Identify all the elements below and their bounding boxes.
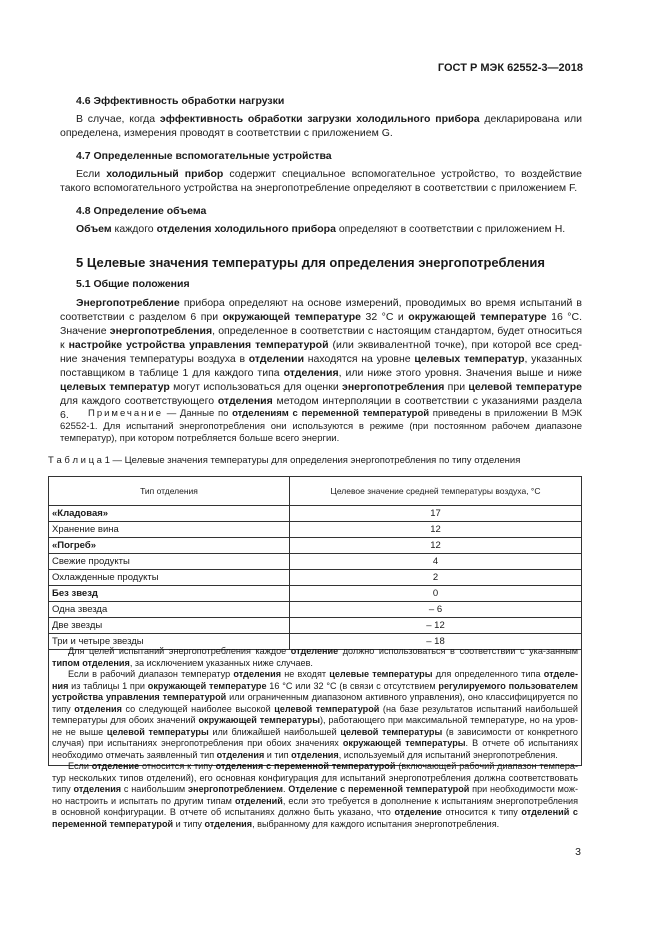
table-cell-value: 12 xyxy=(290,538,582,554)
section-4-7-text: Если холодильный прибор содержит специальное вспомогательное устройство, то воздействие такого вспомогательного устройства на энергопотребление определяют в соответствии с приложением F. xyxy=(60,168,583,194)
table-cell-type: «Погреб» xyxy=(49,538,290,554)
table-caption: Т а б л и ц а 1 — Целевые значения температуры для определения энергопотребления по типу отделения xyxy=(48,455,521,466)
table-cell-type: Без звезд xyxy=(49,586,290,602)
table-cell-value: – 6 xyxy=(290,602,582,618)
section-4-6-text: В случае, когда эффективность обработки загрузки холодильного прибора декларирована или определена, измерения проводят в соответствии с приложением G. xyxy=(60,113,582,139)
table-cell-type: «Кладовая» xyxy=(49,506,290,522)
section-5-1-text: Энергопотребление прибора определяют на основе измерений, проводимых во время испытаний в соответствии с разделом 6 при окружающей температуре 32 °С и окружающей температуре 16 °С. Значение энергопотребления, определенное в соответствии с настоящим стандартом, будет относиться к настройке устройства управления температурой (или эквивалентной точке), при которой все сред-ние значения температуры воздуха в отделении находятся на уровне целевых температур, указанных поставщиком в таблице 1 для каждого типа отделения, или ниже этого уровня. Значения выше и ниже целевых температур могут использоваться для оценки энергопотребления при целевой температуре для каждого соответствующего отделения методом интерполяции в соответствии с указаниями раздела 6. xyxy=(60,297,583,421)
target-temperature-table xyxy=(48,476,582,650)
table-cell-type: Две звезды xyxy=(49,618,290,634)
table-cell-type: Охлажденные продукты xyxy=(49,570,290,586)
table-row xyxy=(49,554,582,570)
table-cell-value: 4 xyxy=(290,554,582,570)
table-row xyxy=(49,586,582,602)
table-cell-type: Одна звезда xyxy=(49,602,290,618)
table-row xyxy=(49,538,582,554)
table-row xyxy=(49,618,582,634)
section-4-7-title: 4.7 Определенные вспомогательные устройства xyxy=(76,150,332,162)
table-row xyxy=(49,522,582,538)
footnote-paragraph: Если в рабочий диапазон температур отделения не входят целевые температуры для определенного типа отделе-ния из таблицы 1 при окружающей температуре 16 °С или 32 °С (в связи с отсутствием регулируемого пользователем устройства управления температурой или ограниченным диапазоном активного управления), оно классифицируется по типу отделения со следующей наиболее высокой целевой температурой (на базе результатов испытаний наибольшей температуры для обоих значений окружающей температуры), работающего при максимальной температуре, но на уров-не не выше целевой температуры или ближайшей наибольшей целевой температуры (в зависимости от конкретного случая) при испытаниях энергопотребления при обоих значениях окружающей температуры. В отчете об испытаниях необходимо отмечать заявленный тип отделения и тип отделения, используемый для испытаний энергопотребления. xyxy=(52,669,578,760)
table-cell-value: 0 xyxy=(290,586,582,602)
table-footnote xyxy=(48,646,582,829)
section-5-1-note: Примечание — Данные по отделениям с переменной температурой приведены в приложении В МЭК 62552-1. Для испытаний энергопотребления они используются в режиме (при постоянном рабочем диапазоне температур), при котором потребляется больше всего энергии. xyxy=(60,408,582,444)
table-cell-value: 12 xyxy=(290,522,582,538)
section-4-6-title: 4.6 Эффективность обработки нагрузки xyxy=(76,95,285,107)
table-header-row xyxy=(49,477,582,506)
table-header-value: Целевое значение средней температуры воздуха, °С xyxy=(290,477,582,506)
section-4-8-title: 4.8 Определение объема xyxy=(76,205,207,217)
page-number: 3 xyxy=(575,846,581,858)
section-4-8-text: Объем каждого отделения холодильного прибора определяют в соответствии с приложением Н. xyxy=(76,223,566,235)
table-row xyxy=(49,506,582,522)
footnote-paragraph: Если отделение относится к типу отделения с переменной температурой (включающей рабочий диапазон темпера-тур нескольких типов отделений), его основная конфигурация для испытаний энергопотребления должна соответствовать типу отделения с наибольшим энергопотреблением. Отделение с переменной температурой при необходимости мож-но настроить и испытать по другим типам отделений, если это требуется в дополнение к испытаниям энергопотребления в основной конфигурации. В отчете об испытаниях должно быть указано, что отделение относится к типу отделений с переменной температурой и типу отделения, выбранному для каждого испытания энергопотребления. xyxy=(52,761,579,829)
section-5-title: 5 Целевые значения температуры для определения энергопотребления xyxy=(76,255,545,270)
table-cell-type: Свежие продукты xyxy=(49,554,290,570)
table-cell-value: – 12 xyxy=(290,618,582,634)
table-cell-value: – 18 xyxy=(290,634,582,650)
table-cell-type: Хранение вина xyxy=(49,522,290,538)
section-5-1-title: 5.1 Общие положения xyxy=(76,278,190,290)
table-cell-value: 17 xyxy=(290,506,582,522)
table-header-type: Тип отделения xyxy=(49,477,290,506)
table-cell-type: Три и четыре звезды xyxy=(49,634,290,650)
table-row xyxy=(49,570,582,586)
table-cell-value: 2 xyxy=(290,570,582,586)
document-header: ГОСТ Р МЭК 62552-3—2018 xyxy=(437,62,583,74)
footnote-paragraph: Для целей испытаний энергопотребления каждое отделение должно использоваться в соответствии с ука-занным типом отделения, за исключением указанных ниже случаев. xyxy=(52,646,578,668)
table-row xyxy=(49,602,582,618)
